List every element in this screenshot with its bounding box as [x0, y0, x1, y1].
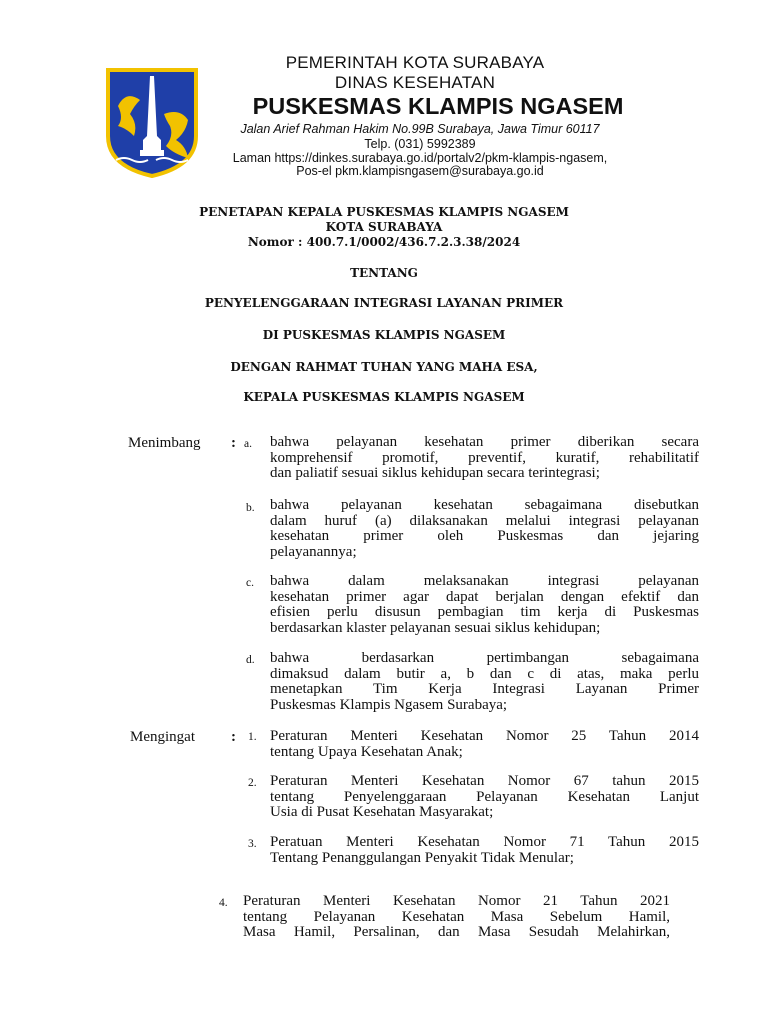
mengingat-item-1: [270, 729, 699, 760]
text-line: Tentang Penanggulangan Penyakit Tidak Menular;: [270, 849, 574, 866]
institution-name: PUSKESMAS KLAMPIS NGASEM: [252, 93, 624, 119]
text-line: tentang Penyelenggaraan Pelayanan Kesehatan Lanjut: [270, 788, 699, 805]
text-line: menetapkan Tim Kerja Integrasi Layanan Primer: [270, 681, 699, 697]
surabaya-city-crest-icon: [104, 66, 200, 178]
text-line: berdasarkan klaster pelayanan sesuai siklus kehidupan;: [270, 619, 601, 636]
menimbang-marker-a: a.: [244, 438, 252, 450]
mengingat-item-2: [270, 774, 699, 821]
mengingat-item-3: [270, 835, 699, 866]
mengingat-marker-1: 1.: [248, 731, 257, 743]
mengingat-label: Mengingat: [130, 729, 195, 745]
government-name: PEMERINTAH KOTA SURABAYA: [285, 53, 545, 72]
text-line: pelayanannya;: [270, 543, 357, 560]
menimbang-label: Menimbang: [128, 435, 201, 451]
menimbang-marker-c: c.: [246, 577, 254, 589]
menimbang-marker-d: d.: [246, 654, 255, 666]
institution-email: Pos-el pkm.klampisngasem@surabaya.go.id: [296, 164, 544, 178]
text-line: tentang Upaya Kesehatan Anak;: [270, 743, 463, 760]
mengingat-colon: :: [231, 729, 236, 745]
text-line: dan paliatif sesuai siklus kehidupan secara terintegrasi;: [270, 465, 600, 481]
text-line: bahwa pelayanan kesehatan primer diberikan secara: [270, 434, 699, 450]
text-line: Peraturan Menteri Kesehatan Nomor 25 Tahun 2014: [270, 728, 699, 744]
menimbang-item-a: [270, 435, 699, 482]
mengingat-marker-4: 4.: [219, 897, 228, 909]
mengingat-item-4: [243, 894, 670, 941]
department-name: DINAS KESEHATAN: [334, 73, 496, 92]
decree-subject-line1: PENYELENGGARAAN INTEGRASI LAYANAN PRIMER: [204, 296, 564, 310]
decree-about: TENTANG: [350, 266, 418, 280]
text-line: bahwa dalam melaksanakan integrasi pelayanan: [270, 573, 699, 589]
institution-address: Jalan Arief Rahman Hakim No.99B Surabaya, Jawa Timur 60117: [240, 122, 600, 136]
text-line: bahwa berdasarkan pertimbangan sebagaimana: [270, 650, 699, 666]
mengingat-marker-3: 3.: [248, 838, 257, 850]
decree-authority: KEPALA PUSKESMAS KLAMPIS NGASEM: [243, 390, 525, 404]
text-line: Puskesmas Klampis Ngasem Surabaya;: [270, 696, 508, 713]
menimbang-item-b: [270, 498, 699, 560]
text-line: Peraturan Menteri Kesehatan Nomor 21 Tahun 2021: [243, 893, 670, 909]
menimbang-marker-b: b.: [246, 502, 255, 514]
text-line: kesehatan primer agar dapat berjalan dengan efektif dan: [270, 588, 699, 605]
text-line: dimaksud dalam butir a, b dan c di atas, maka perlu: [270, 665, 699, 682]
decree-number: Nomor : 400.7.1/0002/436.7.2.3.38/2024: [247, 235, 521, 249]
text-line: bahwa pelayanan kesehatan sebagaimana disebutkan: [270, 497, 699, 513]
mengingat-marker-2: 2.: [248, 777, 257, 789]
institution-phone: Telp. (031) 5992389: [364, 137, 476, 151]
menimbang-item-c: [270, 574, 699, 636]
text-line: tentang Pelayanan Kesehatan Masa Sebelum Hamil,: [243, 908, 670, 925]
decree-blessing: DENGAN RAHMAT TUHAN YANG MAHA ESA,: [230, 360, 538, 374]
decree-subject-line2: DI PUSKESMAS KLAMPIS NGASEM: [262, 328, 506, 342]
text-line: komprehensif promotif, preventif, kuratif, rehabilitatif: [270, 449, 699, 466]
decree-title: PENETAPAN KEPALA PUSKESMAS KLAMPIS NGASEM: [199, 205, 569, 219]
text-line: dalam huruf (a) dilaksanakan melalui integrasi pelayanan: [270, 512, 699, 529]
text-line: Peraturan Menteri Kesehatan Nomor 67 tahun 2015: [270, 773, 699, 789]
text-line: efisien perlu disusun pembagian tim kerja di Puskesmas: [270, 604, 699, 620]
decree-city: KOTA SURABAYA: [325, 220, 443, 234]
text-line: kesehatan primer oleh Puskesmas dan jejaring: [270, 528, 699, 544]
text-line: Usia di Pusat Kesehatan Masyarakat;: [270, 804, 494, 820]
text-line: Peratuan Menteri Kesehatan Nomor 71 Tahun 2015: [270, 834, 699, 850]
institution-website: Laman https://dinkes.surabaya.go.id/portalv2/pkm-klampis-ngasem,: [232, 151, 608, 165]
text-line: Masa Hamil, Persalinan, dan Masa Sesudah Melahirkan,: [243, 924, 670, 940]
menimbang-colon: :: [231, 435, 236, 451]
menimbang-item-d: [270, 651, 699, 713]
